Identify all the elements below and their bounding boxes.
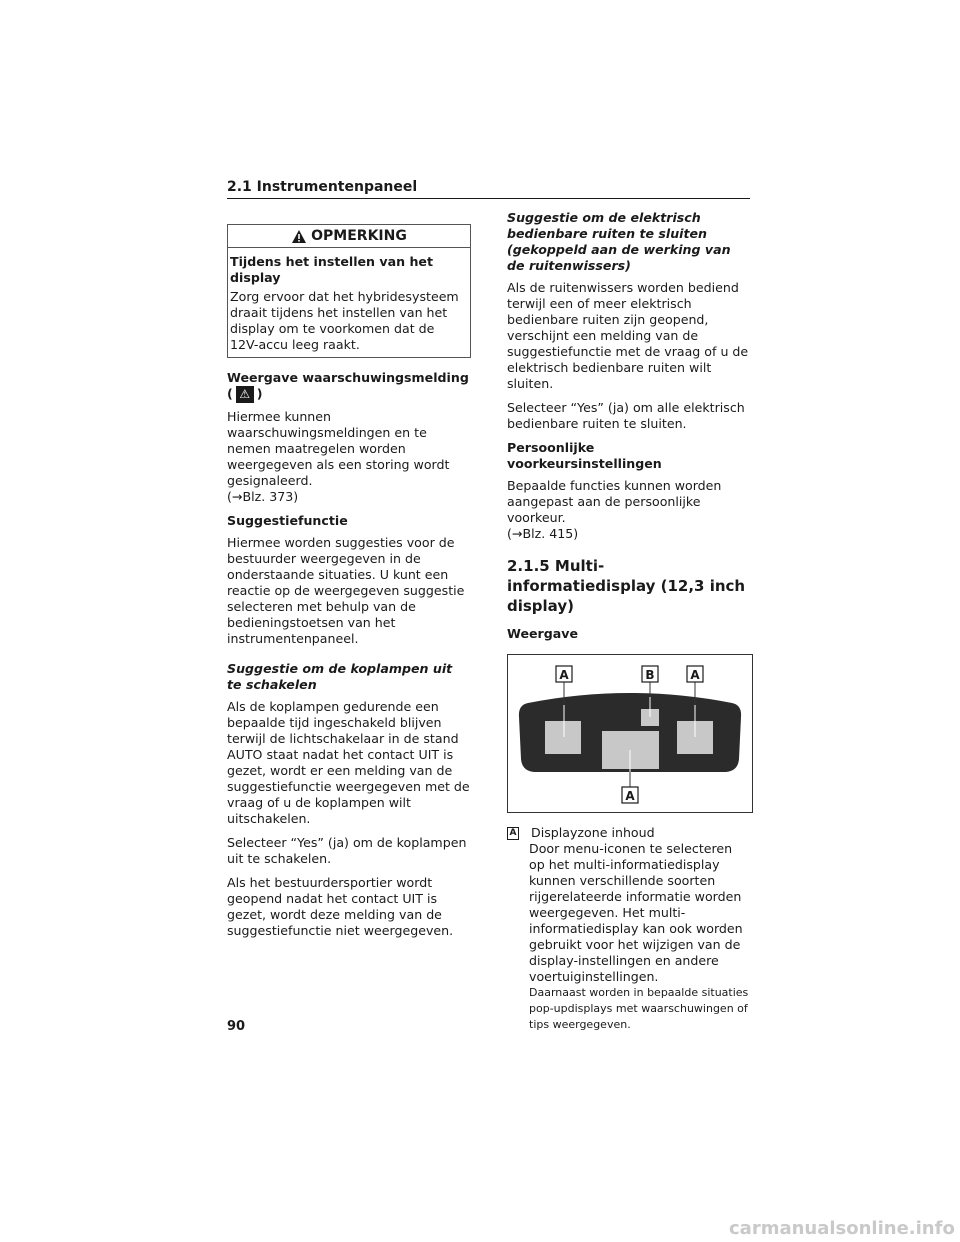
legend-key: A: [507, 827, 519, 840]
windows-heading: Suggestie om de elektrisch bedienbare ruiten te sluiten (gekoppeld aan de werking van de ruitenwissers): [507, 210, 731, 273]
legend-small: Daarnaast worden in bepaalde situaties pop-updisplays met waarschuwingen of tips weergegeven.: [529, 986, 749, 1031]
warning-icon: [291, 229, 307, 244]
notice-text: Zorg ervoor dat het hybridesysteem draait tijdens het instellen van het display om te voorkomen dat de 12V-accu leeg raakt.: [230, 289, 459, 352]
legend-row: [507, 825, 751, 841]
page-number: 90: [227, 1019, 246, 1034]
warning-body: Hiermee kunnen waarschuwingsmeldingen en te nemen maatregelen worden weergegeven als een storing wordt gesignaleerd.: [227, 409, 450, 488]
warning-ref[interactable]: (→Blz. 373): [227, 489, 299, 504]
notice-title: [228, 225, 470, 248]
notice-heading: Tijdens het instellen van het display: [230, 254, 433, 285]
watermark: carmanualsonline.info: [729, 1218, 955, 1239]
suggest-heading: Suggestiefunctie: [227, 513, 348, 528]
display-illustration: [508, 655, 752, 812]
pref-ref[interactable]: (→Blz. 415): [507, 526, 579, 541]
legend-body: Door menu-iconen te selecteren op het multi-informatiedisplay kunnen verschillende soorten rijgerelateerde informatie worden weergegeven. Het multi-informatiedisplay kan ook worden gebruikt voor het wijzigen van de display-instellingen en andere voertuiginstellingen.: [529, 841, 743, 984]
legend-title: Displayzone inhoud: [531, 825, 655, 840]
label-a-left: A: [559, 668, 569, 682]
paren-close: ): [256, 386, 263, 401]
lights-yes: Selecteer “Yes” (ja) om de koplampen uit te schakelen.: [227, 835, 467, 866]
right-column: [507, 210, 751, 1033]
warning-heading-icon-line: [227, 386, 471, 403]
label-a-right: A: [690, 668, 700, 682]
warning-heading: Weergave waarschuwingsmelding: [227, 370, 469, 385]
notice-title-text: OPMERKING: [311, 228, 407, 244]
left-column: [227, 224, 471, 947]
notice-body: [228, 248, 470, 357]
suggest-body: Hiermee worden suggesties voor de bestuurder weergegeven in de onderstaande situaties. U kunt een reactie op de weergegeven suggestie selecteren met behulp van de bedieningstoetsen van het instrumentenpaneel.: [227, 535, 465, 646]
label-b: B: [645, 668, 655, 682]
legend: [507, 825, 751, 1033]
notice-box: [227, 224, 471, 358]
pref-body: Bepaalde functies kunnen worden aangepast aan de persoonlijke voorkeur.: [507, 478, 722, 525]
lights-body: Als de koplampen gedurende een bepaalde tijd ingeschakeld blijven terwijl de lichtschakelaar in de stand AUTO staat nadat het contact UIT is gezet, wordt er een melding van de suggestiefunctie weergegeven met de vraag of u de koplampen wilt uitschakelen.: [227, 699, 470, 826]
section-header: 2.1 Instrumentenpaneel: [227, 179, 750, 199]
label-a-bottom: A: [625, 789, 635, 803]
warning-message-icon: ⚠: [236, 386, 254, 403]
view-heading: Weergave: [507, 626, 578, 641]
windows-yes: Selecteer “Yes” (ja) om alle elektrisch bedienbare ruiten te sluiten.: [507, 400, 745, 431]
lights-heading: Suggestie om de koplampen uit te schakelen: [227, 661, 453, 692]
paren-open: (: [227, 386, 233, 401]
pref-heading: Persoonlijke voorkeursinstellingen: [507, 440, 662, 471]
zone-a-left: [545, 721, 581, 754]
display-diagram: [507, 654, 753, 813]
section-title: 2.1.5 Multi-informatiedisplay (12,3 inch display): [507, 557, 746, 615]
lights-door: Als het bestuurdersportier wordt geopend nadat het contact UIT is gezet, wordt deze melding van de suggestiefunctie niet weergegeven.: [227, 875, 454, 938]
windows-body: Als de ruitenwissers worden bediend terwijl een of meer elektrisch bedienbare ruiten zijn geopend, verschijnt een melding van de suggestiefunctie met de vraag of u de elektrisch bedienbare ruiten wilt sluiten.: [507, 280, 749, 391]
